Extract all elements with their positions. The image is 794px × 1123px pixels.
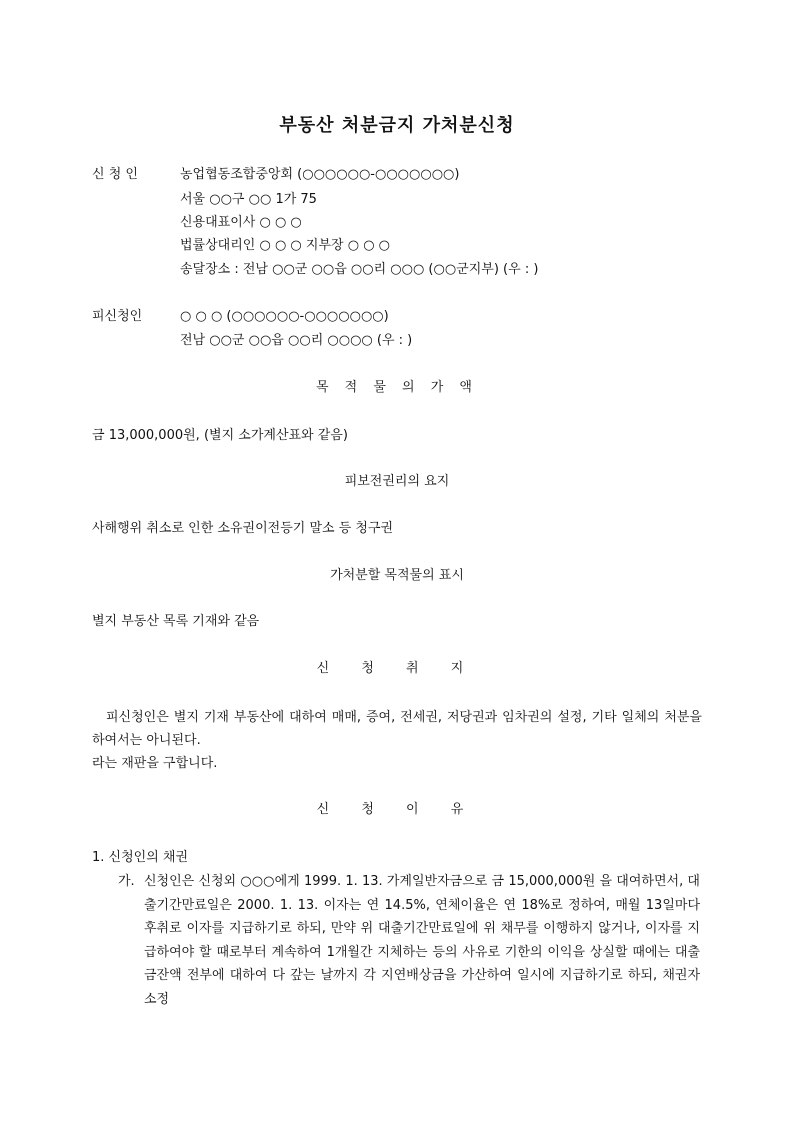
reason-item-1a-marker: 가. bbox=[118, 874, 135, 889]
respondent-line-address: 전남 ○○군 ○○읍 ○○리 ○○○○ (우 : ) bbox=[180, 333, 413, 348]
respondent-label: 피신청인 bbox=[92, 309, 143, 324]
respondent-line-name: ○ ○ ○ (○○○○○○-○○○○○○○) bbox=[180, 309, 389, 324]
applicant-line-delivery: 송달장소 : 전남 ○○군 ○○읍 ○○리 ○○○ (○○군지부) (우 : ) bbox=[180, 262, 539, 277]
value-text: 금 13,000,000원, (별지 소가계산표와 같음) bbox=[92, 428, 348, 443]
object-heading: 가처분할 목적물의 표시 bbox=[330, 568, 464, 583]
applicant-label: 신 청 인 bbox=[92, 167, 138, 182]
document-title: 부동산 처분금지 가처분신청 bbox=[279, 115, 515, 136]
reason-item-1a-text: 신청인은 신청외 ○○○에게 1999. 1. 13. 가계일반자금으로 금 15,000,000원 을 대여하면서, 대출기간만료일은 2000. 1. 13. 이자는 연 14.5%, 연체이율은 연 18%로 정하여, 매월 13일마다 후취로 이자를 지급하기로 하되, 만약 위 대출기간만료일에 위 채무를 이행하지 않거나, 이자를 지급하여야 할 때로부터 계속하여 1개월간 지체하는 등의 사유로 기한의 이익을 상실할 때에는 대출금잔액 전부에 대하여 다 갚는 날까지 각 지연배상금을 가산하여 일시에 지급하기로 하되, 채권자 소정 bbox=[144, 874, 700, 1007]
applicant-line-address: 서울 ○○구 ○○ 1가 75 bbox=[180, 192, 317, 207]
applicant-line-representative: 신용대표이사 ○ ○ ○ bbox=[180, 215, 302, 230]
reason-item-1a bbox=[144, 870, 700, 1011]
reason-heading: 신 청 이 유 bbox=[316, 802, 478, 817]
applicant-line-legal-agent: 법률상대리인 ○ ○ ○ 지부장 ○ ○ ○ bbox=[180, 238, 391, 253]
purpose-closing: 라는 재판을 구합니다. bbox=[92, 756, 218, 771]
purpose-heading: 신 청 취 지 bbox=[316, 661, 478, 676]
applicant-line-name: 농업협동조합중앙회 (○○○○○○-○○○○○○○) bbox=[180, 167, 460, 182]
purpose-paragraph: 피신청인은 별지 기재 부동산에 대하여 매매, 증여, 전세권, 저당권과 임차권의 설정, 기타 일체의 처분을 하여서는 아니된다. bbox=[92, 710, 702, 748]
value-heading: 목 적 물 의 가 액 bbox=[315, 380, 478, 395]
object-text: 별지 부동산 목록 기재와 같음 bbox=[92, 614, 260, 629]
reason-item-1: 1. 신청인의 채권 bbox=[92, 850, 189, 865]
right-heading: 피보전권리의 요지 bbox=[344, 474, 450, 489]
purpose-body bbox=[92, 706, 702, 775]
right-text: 사해행위 취소로 인한 소유권이전등기 말소 등 청구권 bbox=[92, 521, 394, 536]
